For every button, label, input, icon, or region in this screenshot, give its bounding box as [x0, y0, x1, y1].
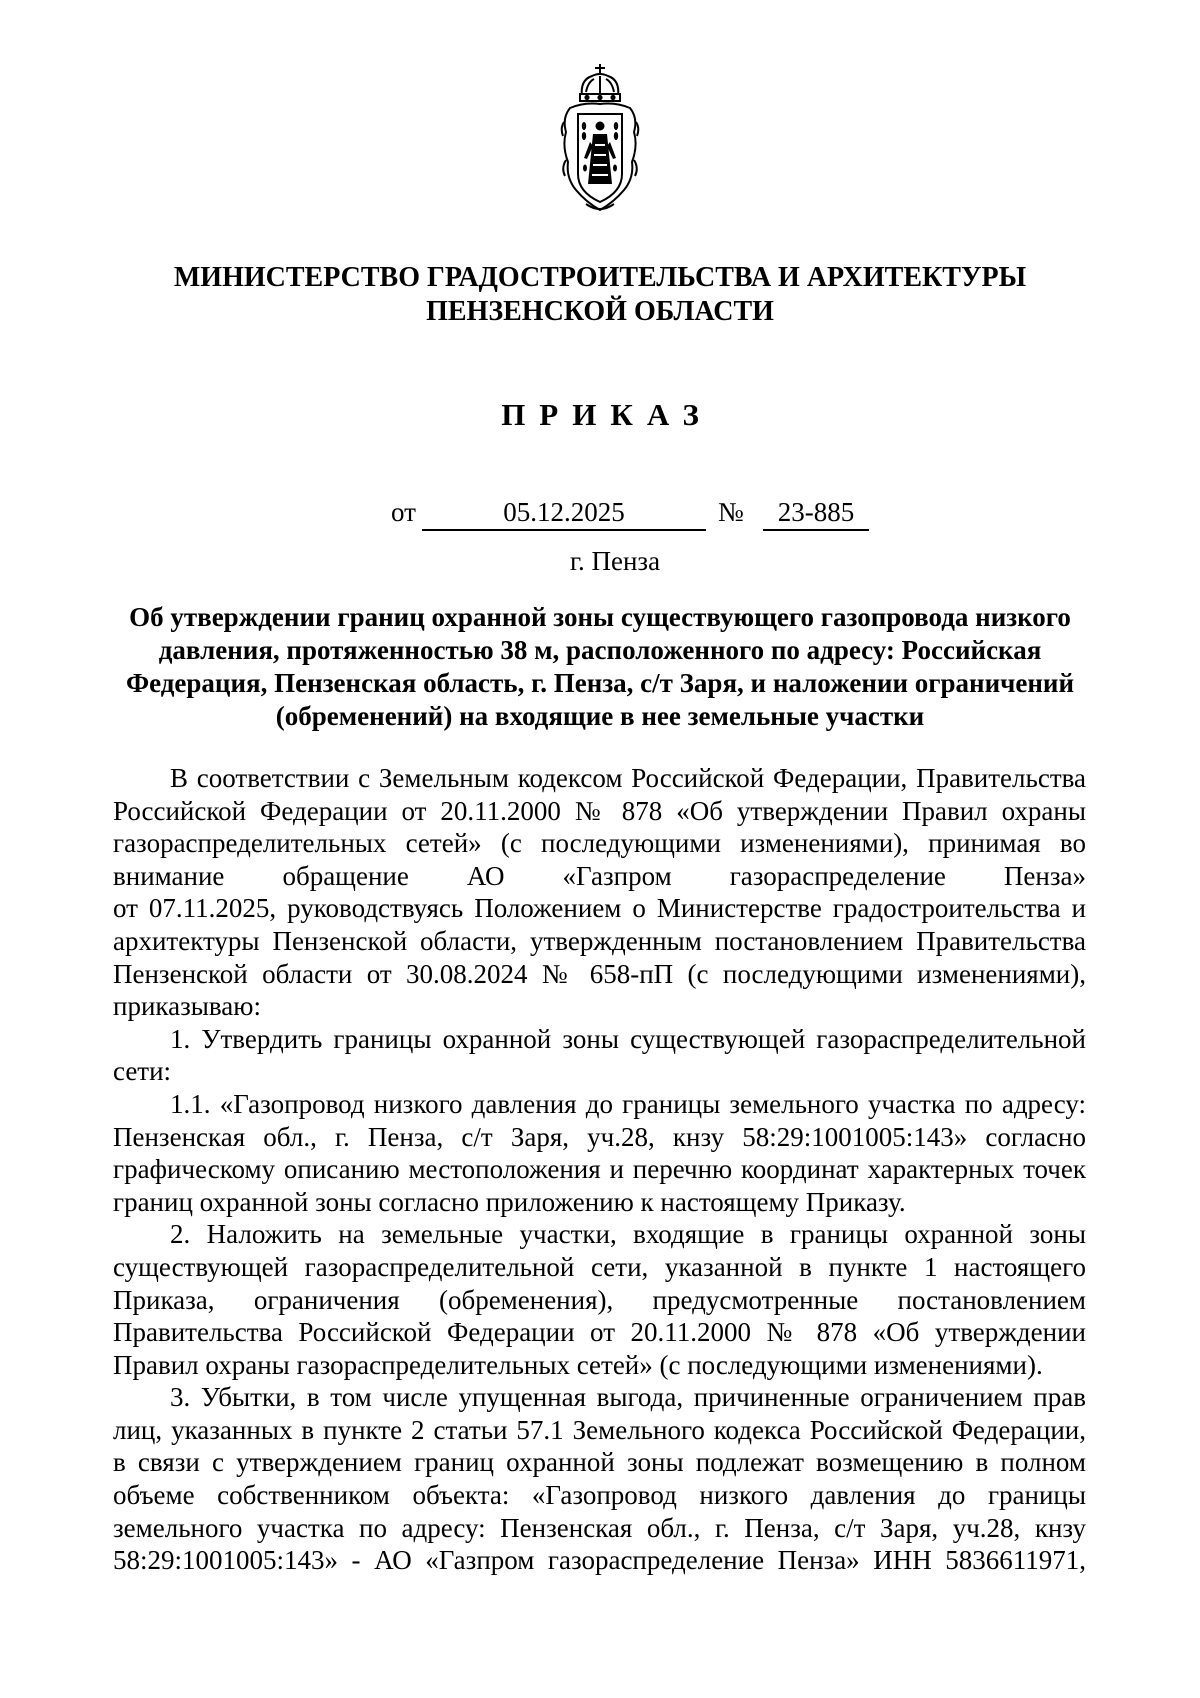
title-line: давления, протяженностью 38 м, расположенного по адресу: Российская [158, 635, 1042, 665]
city-name: г. Пенза [569, 546, 661, 576]
body-line: 2. Наложить на земельные участки, входящие в границы охранной зоны [170, 1219, 1086, 1250]
body-line: Российской Федерации от 20.11.2000 № 878 «Об утверждении Правил охраны [113, 795, 1086, 826]
title-line: (обременений) на входящие в нее земельные участки [275, 701, 925, 731]
body-line: объеме собственником объекта: «Газопровод низкого давления до границы [113, 1480, 1086, 1511]
ministry-name-line-1: МИНИСТЕРСТВО ГРАДОСТРОИТЕЛЬСТВА И АРХИТЕКТУРЫ [173, 262, 1027, 293]
body-line: приказываю: [113, 991, 261, 1022]
title-line: Об утверждении границ охранной зоны существующего газопровода низкого [129, 602, 1071, 632]
title-line: Федерация, Пензенская область, г. Пенза, с/т Заря, и наложении ограничений [125, 668, 1075, 698]
coat-of-arms-emblem [560, 62, 640, 218]
ministry-name-line-2: ПЕНЗЕНСКОЙ ОБЛАСТИ [426, 296, 774, 327]
body-line: границ охранной зоны согласно приложению к настоящему Приказу. [113, 1186, 906, 1217]
body-line: 1. Утвердить границы охранной зоны существующей газораспределительной [170, 1023, 1086, 1054]
body-line: Пензенская обл., г. Пенза, с/т Заря, уч.28, кнзу 58:29:1001005:143» согласно [113, 1121, 1086, 1152]
body-line: Правительства Российской Федерации от 20.11.2000 № 878 «Об утверждении [113, 1317, 1086, 1348]
body-line: 1.1. «Газопровод низкого давления до границы земельного участка по адресу: [170, 1088, 1086, 1119]
body-line: 58:29:1001005:143» - АО «Газпром газораспределение Пенза» ИНН 5836611971, [113, 1545, 1086, 1576]
body-line: лиц, указанных в пункте 2 статьи 57.1 Земельного кодекса Российской Федерации, [113, 1414, 1086, 1445]
body-line: сети: [113, 1056, 172, 1087]
number-sign: № [718, 497, 744, 527]
body-line: существующей газораспределительной сети, указанной в пункте 1 настоящего [113, 1251, 1086, 1282]
order-date: 05.12.2025 [422, 495, 706, 531]
body-line: внимание обращение АО «Газпром газораспределение Пенза» [113, 860, 1086, 891]
body-line: архитектуры Пензенской области, утвержденным постановлением Правительства [113, 925, 1086, 956]
date-prefix: от [391, 497, 416, 527]
body-line: графическому описанию местоположения и перечню координат характерных точек [113, 1154, 1086, 1185]
body-line: от 07.11.2025, руководствуясь Положением о Министерстве градостроительства и [113, 893, 1086, 924]
body-line: 3. Убытки, в том числе упущенная выгода, причиненные ограничением прав [170, 1382, 1086, 1413]
document-type-heading: ПРИКАЗ [501, 397, 713, 432]
body-line: В соответствии с Земельным кодексом Российской Федерации, Правительства [170, 763, 1086, 793]
body-line: Пензенской области от 30.08.2024 № 658-пП (с последующими изменениями), [113, 958, 1086, 989]
body-line: в связи с утверждением границ охранной зоны подлежат возмещению в полном [113, 1447, 1086, 1478]
body-line: Приказа, ограничения (обременения), предусмотренные постановлением [113, 1284, 1086, 1315]
body-line: Правил охраны газораспределительных сетей» (с последующими изменениями). [113, 1349, 1043, 1380]
body-line: земельного участка по адресу: Пензенская обл., г. Пенза, с/т Заря, уч.28, кнзу [113, 1512, 1086, 1543]
order-body [113, 762, 1086, 1577]
body-line: газораспределительных сетей» (с последующими изменениями), принимая во [113, 828, 1086, 859]
order-title [120, 601, 1080, 733]
order-number: 23-885 [763, 495, 869, 531]
